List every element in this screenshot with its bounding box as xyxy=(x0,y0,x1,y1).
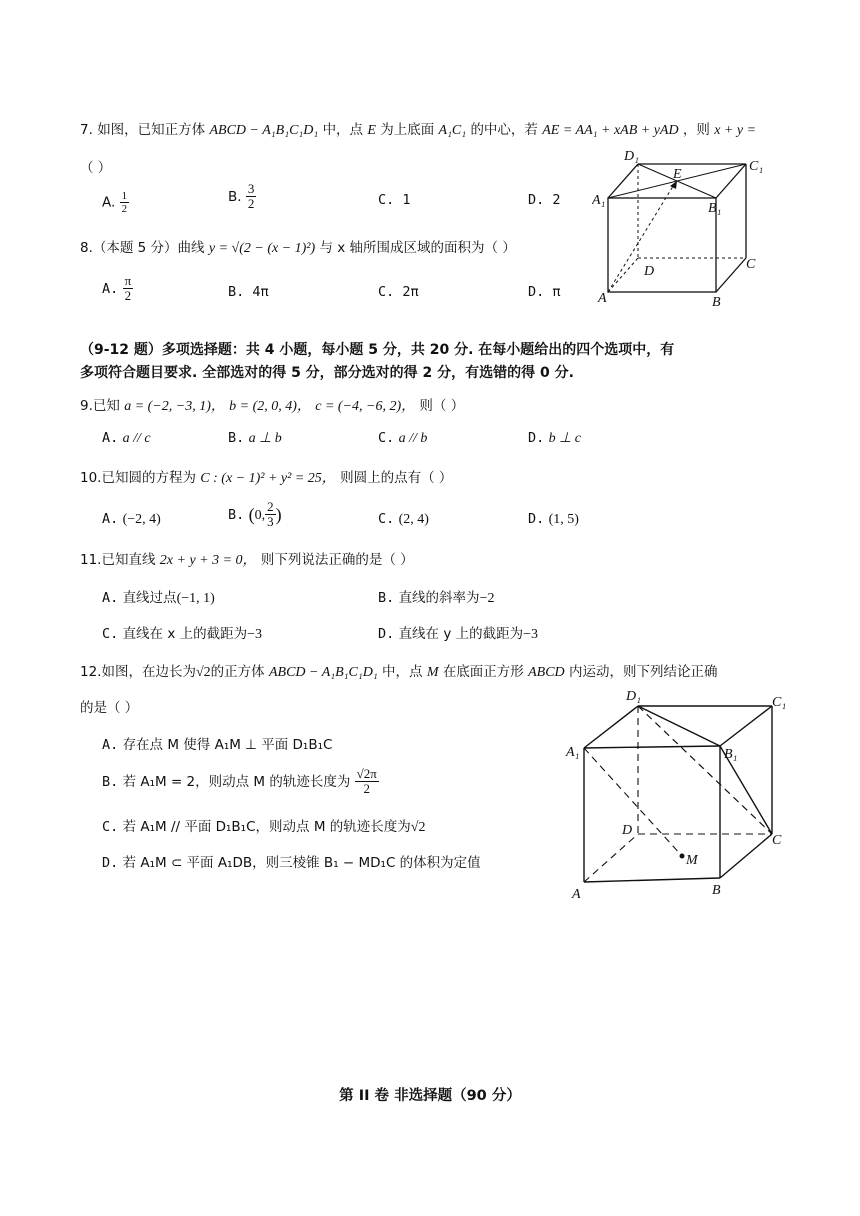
option-label: C. xyxy=(378,511,395,527)
q11-option-b xyxy=(378,586,494,607)
option-text: 1 xyxy=(402,192,411,208)
q7-option-b xyxy=(228,182,256,212)
option-text: b ⊥ c xyxy=(548,431,581,446)
label-c: C xyxy=(746,257,756,272)
option-label: B. xyxy=(102,773,119,790)
option-text: 直线在 y 上的截距为 xyxy=(398,626,524,642)
option-label: D. xyxy=(528,284,545,300)
fraction xyxy=(123,274,134,304)
edge-a1d1 xyxy=(608,164,638,198)
option-label: A. xyxy=(102,737,119,753)
option-label: D. xyxy=(528,511,545,527)
option-text: a // c xyxy=(122,431,151,446)
section-instructions-line1: （9-12 题）多项选择题：共 4 小题，每小题 5 分，共 20 分. 在每小题给出的四个选项中，有 xyxy=(80,342,675,358)
q9-option-a xyxy=(102,430,151,447)
fraction xyxy=(120,190,130,215)
q8-tail: 与 x 轴所围成区域的面积为（ ） xyxy=(319,240,516,256)
q11-tail: 则下列说法正确的是（ ） xyxy=(260,552,414,568)
q8-head: （本题 5 分）曲线 xyxy=(92,240,205,256)
right-paren: ) xyxy=(275,504,282,525)
edge-d1c xyxy=(638,706,772,834)
option-label: B. xyxy=(228,430,245,446)
fraction xyxy=(246,182,257,212)
q12-option-a xyxy=(102,733,332,753)
option-math: −3 xyxy=(523,627,539,642)
q10-option-b xyxy=(228,500,282,530)
option-label: D. xyxy=(528,192,545,208)
q7-face: A₁C₁ xyxy=(438,123,467,138)
q7-mid2: 为上底面 xyxy=(380,122,435,138)
label-a: A xyxy=(598,291,607,306)
q12-number: 12. xyxy=(80,664,102,680)
q7-solid: ABCD − A₁B₁C₁D₁ xyxy=(209,123,319,138)
numerator: π xyxy=(124,273,132,288)
q9-vector-a: a = (−2, −3, 1)， xyxy=(124,399,225,414)
q10-stem xyxy=(80,466,452,487)
numerator: 1 xyxy=(121,190,128,202)
option-math: −3 xyxy=(247,627,263,642)
q12-side: √2 xyxy=(195,665,211,680)
q7-option-c xyxy=(378,192,411,208)
q9-stem xyxy=(80,394,464,415)
fraction xyxy=(355,767,379,797)
option-label: D. xyxy=(378,626,395,642)
q7-point-e: E xyxy=(367,123,376,138)
label-c1: C₁ xyxy=(772,695,787,710)
q7-answer-paren: （ ） xyxy=(80,160,112,176)
q7-lead: 如图，已知正方体 xyxy=(97,122,206,138)
option-text: a ⊥ b xyxy=(248,431,282,446)
option-text: 2 xyxy=(552,192,561,208)
q12-option-b xyxy=(102,767,379,797)
q9-option-b xyxy=(228,430,282,447)
q12-text-b: 的正方体 xyxy=(210,664,265,680)
q10-number: 10. xyxy=(80,470,102,486)
option-label: C. xyxy=(378,284,395,300)
q12-text-e: 内运动，则下列结论正确 xyxy=(568,664,718,680)
q9-vector-c: c = (−4, −6, 2)， xyxy=(315,399,416,414)
edge-bc xyxy=(720,834,772,878)
q8-option-c xyxy=(378,284,419,300)
q11-option-a xyxy=(102,586,215,607)
label-c: C xyxy=(772,833,782,848)
q11-lead: 已知直线 xyxy=(101,552,156,568)
label-b: B xyxy=(712,883,721,898)
label-b: B xyxy=(712,295,721,310)
q11-equation: 2x + y + 3 = 0， xyxy=(159,553,257,568)
q9-lead: 已知 xyxy=(92,398,120,414)
q12-point-m: M xyxy=(426,665,439,680)
option-label: B. xyxy=(228,284,245,300)
q12-text-c: 中，点 xyxy=(382,664,423,680)
q12-option-d xyxy=(102,851,481,871)
vector-ae xyxy=(608,183,675,292)
q8-curve: y = √(2 − (x − 1)²) xyxy=(208,241,316,256)
option-text: 2π xyxy=(402,284,419,300)
edge-d1b1 xyxy=(638,706,720,746)
q10-equation: C : (x − 1)² + y² = 25， xyxy=(200,471,336,486)
label-b1: B₁ xyxy=(724,747,738,762)
option-math: √2 xyxy=(410,820,426,835)
edge-bc xyxy=(716,258,746,292)
q12-solid: ABCD − A₁B₁C₁D₁ xyxy=(268,665,378,680)
option-math: (−1, 1) xyxy=(176,591,215,606)
option-text: 若 A₁M // 平面 D₁B₁C，则动点 M 的轨迹长度为 xyxy=(122,819,411,835)
q9-option-c xyxy=(378,430,427,447)
label-m: M xyxy=(686,853,698,868)
option-text: 直线过点 xyxy=(122,590,177,606)
label-c1: C₁ xyxy=(749,159,764,174)
option-text: π xyxy=(552,284,561,300)
edge-ab xyxy=(584,878,720,882)
edge-b1c1 xyxy=(716,164,746,198)
q10-option-d xyxy=(528,511,579,528)
option-text: 若 A₁M ⊂ 平面 A₁DB，则三棱锥 B₁ − MD₁C 的体积为定值 xyxy=(122,855,481,871)
q7-mid3: 的中心，若 xyxy=(470,122,538,138)
q7-mid4: ，则 xyxy=(682,122,710,138)
option-label: C. xyxy=(378,430,395,446)
point-m xyxy=(680,854,685,859)
q7-number: 7. xyxy=(80,122,93,138)
q7-stem xyxy=(80,118,756,139)
option-text: 4π xyxy=(252,284,269,300)
label-d: D xyxy=(622,823,633,838)
denominator: 3 xyxy=(267,514,274,530)
edge-b1c1 xyxy=(720,706,772,746)
q8-number: 8. xyxy=(80,240,93,256)
option-text: (−2, 4) xyxy=(122,512,161,527)
q9-tail: 则（ ） xyxy=(419,398,465,414)
option-text: 若 A₁M = 2，则动点 M 的轨迹长度为 xyxy=(122,773,351,790)
part-ii-title: 第 II 卷 非选择题（90 分） xyxy=(339,1088,521,1104)
denominator: 2 xyxy=(124,288,132,304)
q7-mid1: 中，点 xyxy=(322,122,364,138)
q8-option-a xyxy=(102,274,133,304)
q10-option-c xyxy=(378,511,429,528)
q11-number: 11. xyxy=(80,552,102,568)
q11-option-d xyxy=(378,622,538,643)
q8-stem xyxy=(80,236,516,257)
front-face xyxy=(608,198,716,292)
option-label: A. xyxy=(102,430,119,446)
option-math: −2 xyxy=(479,591,495,606)
option-label: A. xyxy=(102,511,119,527)
q12-stem-line1 xyxy=(80,660,717,681)
q12-text-a: 如图，在边长为 xyxy=(101,664,196,680)
section-instructions-line2: 多项符合题目要求. 全部选对的得 5 分，部分选对的得 2 分，有选错的得 0 分. xyxy=(80,365,574,381)
label-a: A xyxy=(572,887,581,902)
option-label: C. xyxy=(378,192,395,208)
option-label: B. xyxy=(228,506,245,523)
q12-base: ABCD xyxy=(528,665,565,680)
q12-text-d: 在底面正方形 xyxy=(442,664,524,680)
edge-a1b1 xyxy=(584,746,720,748)
option-label: D. xyxy=(528,430,545,446)
label-e: E xyxy=(673,167,682,182)
q11-stem xyxy=(80,548,414,569)
q8-option-b xyxy=(228,284,269,300)
denominator: 2 xyxy=(247,196,255,212)
numerator: 2 xyxy=(267,499,274,514)
label-d: D xyxy=(644,264,655,279)
numerator: √2π xyxy=(356,766,377,781)
option-text: 存在点 M 使得 A₁M ⊥ 平面 D₁B₁C xyxy=(122,737,333,753)
q10-option-a xyxy=(102,511,161,528)
option-text: (1, 5) xyxy=(548,512,579,527)
q11-option-c xyxy=(102,622,262,643)
option-label: A. xyxy=(102,280,119,297)
label-a1: A₁ xyxy=(566,745,580,760)
option-text: (2, 4) xyxy=(398,512,429,527)
numerator: 3 xyxy=(247,181,255,196)
q9-number: 9. xyxy=(80,398,93,414)
edge-a1d1 xyxy=(584,706,638,748)
label-d1: D₁ xyxy=(626,689,641,704)
q7-option-d xyxy=(528,192,561,208)
option-label: B. xyxy=(228,188,242,205)
option-text: a // b xyxy=(398,431,428,446)
edge-ad xyxy=(608,258,638,292)
q12-stem-line2: 的是（ ） xyxy=(80,700,139,716)
cube-figure-q12 xyxy=(562,684,802,906)
label-b1: B₁ xyxy=(708,201,722,216)
option-text: 0, xyxy=(254,507,266,523)
option-label: A. xyxy=(102,590,119,606)
label-d1: D₁ xyxy=(624,149,639,164)
option-text: 直线的斜率为 xyxy=(398,590,480,606)
q10-lead: 已知圆的方程为 xyxy=(101,470,196,486)
option-label: A. xyxy=(102,194,116,211)
fraction xyxy=(265,500,276,530)
label-a1: A₁ xyxy=(592,193,606,208)
q7-vector-equation: AE = AA₁ + xAB + yAD xyxy=(542,123,679,138)
q10-tail: 则圆上的点有（ ） xyxy=(340,470,453,486)
q7-option-a xyxy=(102,190,129,215)
edge-ad xyxy=(584,834,638,882)
cube-figure-q7 xyxy=(592,140,772,312)
option-label: D. xyxy=(102,855,119,871)
denominator: 2 xyxy=(363,781,371,797)
q9-option-d xyxy=(528,430,581,447)
q7-expression: x + y = xyxy=(714,123,757,138)
option-label: B. xyxy=(378,590,395,606)
q12-option-c xyxy=(102,815,425,836)
q8-option-d xyxy=(528,284,561,300)
left-paren: ( xyxy=(248,504,255,525)
segment-a1m xyxy=(584,748,682,856)
option-label: C. xyxy=(102,819,119,835)
q9-vector-b: b = (2, 0, 4)， xyxy=(229,399,311,414)
option-text: 直线在 x 上的截距为 xyxy=(122,626,248,642)
denominator: 2 xyxy=(121,203,128,216)
option-label: C. xyxy=(102,626,119,642)
